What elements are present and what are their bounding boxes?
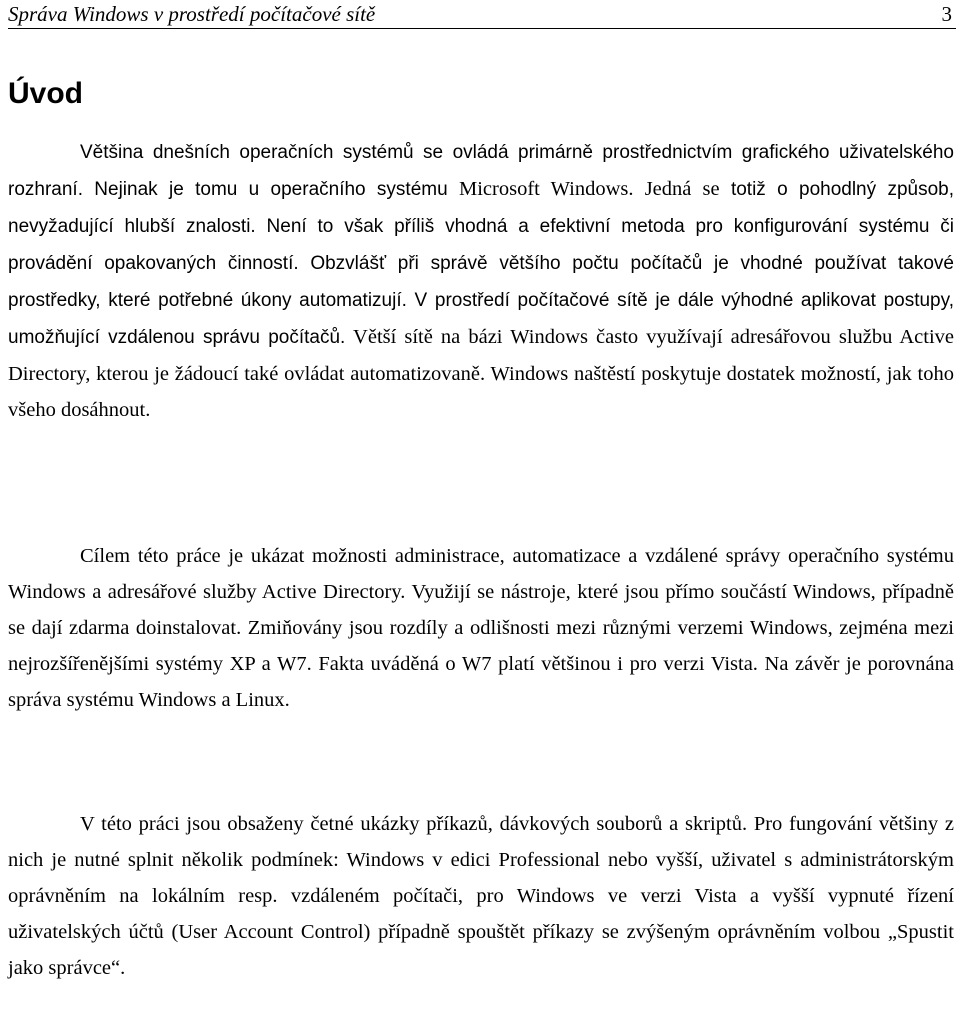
paragraph-text-segment: Cílem této práce je ukázat možnosti administrace, automatizace a vzdálené správy operačního systému Windows a adresářové služby Active Directory. Využijí se nástroje, které jsou přímo součástí Windows, případně se dají zdarma doinstalovat. Zmiňovány jsou rozdíly a odlišnosti mezi různými verzemi Windows, zejména mezi nejrozšířenějšími systémy XP a W7. Fakta uváděná o W7 platí většinou i pro verzi Vista. Na závěr je porovnána správa systému Windows a Linux. [8, 545, 954, 711]
paragraph-intro [8, 134, 954, 428]
section-heading: Úvod [8, 77, 83, 110]
paragraph-text-segment: Větší sítě na bázi Windows často využívají adresářovou službu Active Directory, kterou je žádoucí také ovládat automatizovaně. Windows naštěstí poskytuje dostatek možností, jak toho všeho dosáhnout. [8, 326, 954, 421]
paragraph-goal [8, 538, 954, 718]
paragraph-text-segment: totiž o pohodlný způsob, nevyžadující hlubší znalosti. Není to však příliš vhodná a efektivní metoda pro konfigurování systému či provádění opakovaných činností. Obzvlášť při správě většího počtu počítačů je vhodné používat takové prostředky, které potřebné úkony automatizují. V prostředí počítačové sítě je dále výhodné aplikovat postupy, umožňující vzdálenou správu počítačů. [8, 179, 954, 348]
header-title: Správa Windows v prostředí počítačové sítě [8, 2, 376, 26]
paragraph-text-segment: V této práci jsou obsaženy četné ukázky příkazů, dávkových souborů a skriptů. Pro fungování většiny z nich je nutné splnit několik podmínek: Windows v edici Professional nebo vyšší, uživatel s administrátorským oprávněním na lokálním resp. vzdáleném počítači, pro Windows ve verzi Vista a vyšší vypnuté řízení uživatelských účtů (User Account Control) případně spouštět příkazy se zvýšeným oprávněním volbou „Spustit jako správce“. [8, 813, 954, 979]
paragraph-text-segment: Většina dnešních operačních systémů se ovládá primárně prostřednictvím grafického uživatelského rozhraní. Nejinak je tomu u operačního systému [8, 142, 954, 200]
document-page [8, 0, 956, 1016]
page-header [8, 4, 956, 29]
paragraph-text-segment: Microsoft Windows. Jedná se [459, 178, 720, 200]
page-number: 3 [941, 2, 952, 26]
paragraph-requirements [8, 806, 954, 986]
